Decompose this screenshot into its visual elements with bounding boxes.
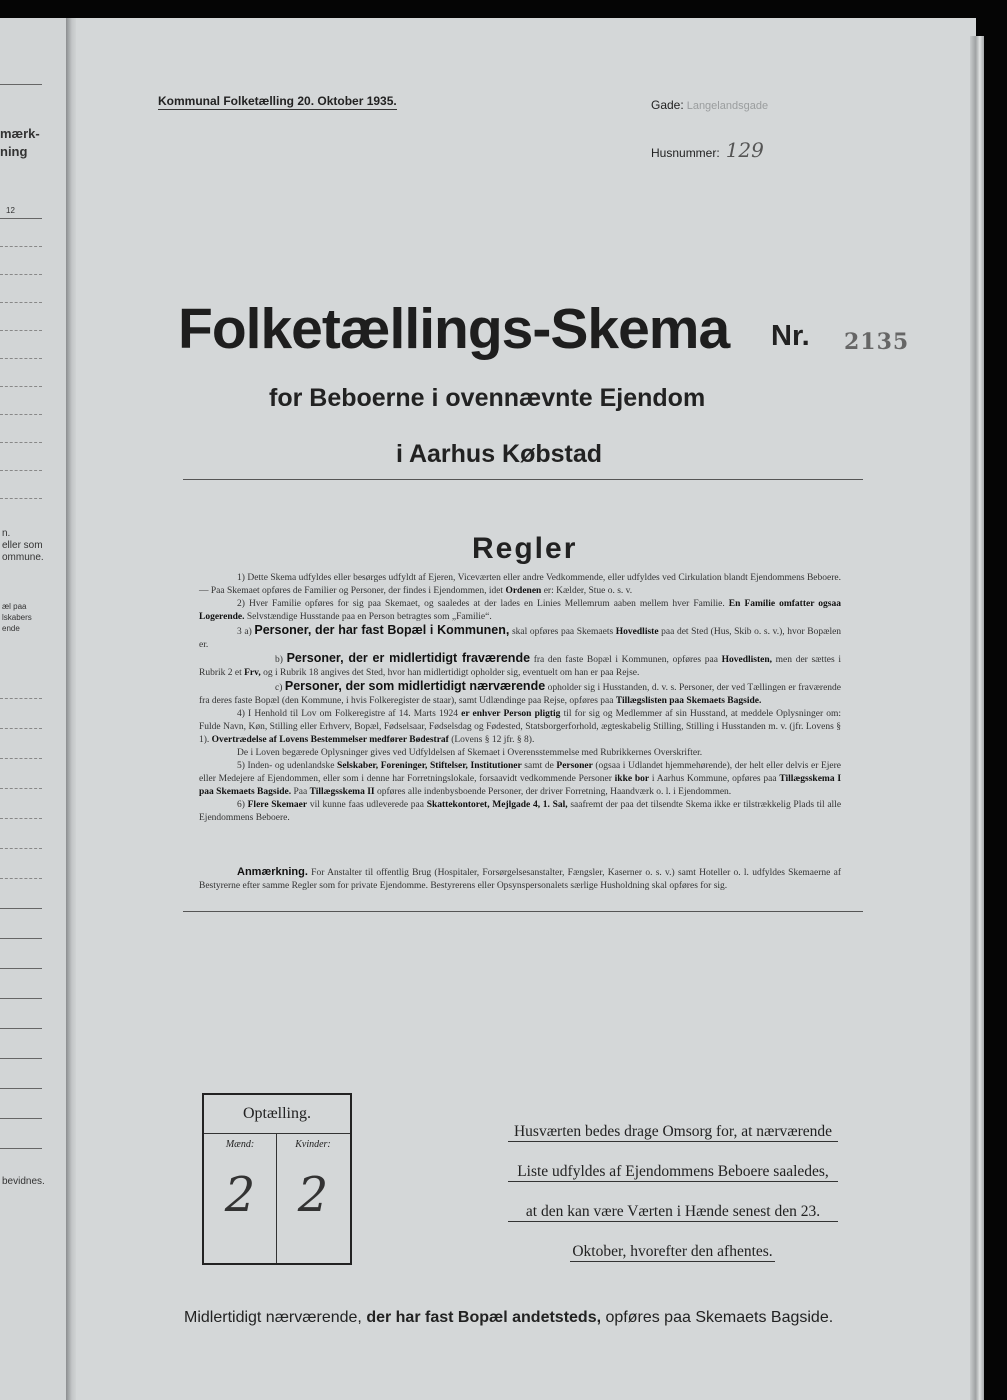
footer-note <box>184 1309 833 1327</box>
footer-part: Midlertidigt nærværende, <box>184 1309 362 1326</box>
kvinder-count: 2 <box>297 1167 329 1223</box>
divider-bottom <box>183 911 863 912</box>
note-line: Oktober, hvorefter den afhentes. <box>570 1243 775 1262</box>
form-number: 2135 <box>844 329 910 355</box>
left-page-label: ning <box>0 144 28 159</box>
regler-heading: Regler <box>472 532 578 565</box>
left-page-label: mærk- <box>0 126 40 141</box>
form-subtitle-2: i Aarhus Købstad <box>396 440 603 468</box>
husnummer-label: Husnummer: <box>651 146 720 160</box>
optaelling-box <box>202 1093 352 1265</box>
maend-cell <box>204 1133 277 1263</box>
rule-3c: c) Personer, der som midlertidigt nærværende opholder sig i Husstanden, d. v. s. Personer, der ved Tællingen er fraværende fra deres faste Bopæl (den Kommune, i hvis Folkeregister de staar), samt Udlændinge paa Rejse, opføres paa Tillægslisten paa Skemaets Bagside. <box>199 679 842 706</box>
rule-1: 1) Dette Skema udfyldes eller besørges udfyldt af Ejeren, Viceværten eller andre Vedkommende, eller udfyldes ved Cirkulation blandt Ejendommens Beboere. — Paa Skemaet opføres de Familier og Personer, der findes i Ejendommen, idet Ordenen er: Kælder, Stue o. s. v. <box>199 573 841 596</box>
census-header: Kommunal Folketælling 20. Oktober 1935. <box>158 94 397 108</box>
left-page-label: eller som <box>2 540 43 551</box>
husnummer-value: 129 <box>725 138 764 162</box>
footer-part: opføres paa Skemaets Bagside. <box>605 1309 834 1326</box>
anmaerkning-text: For Anstalter til offentlig Brug (Hospitaler, Forsørgelsesanstalter, Fængsler, Kaserner o. s. v.) samt Hoteller o. l. udfyldes Skemaerne af Bestyrerne efter samme Regler som for private Ejendomme. Bestyrerens eller Opsynspersonalets særlige Husholdning skal opføres for sig. <box>199 868 842 891</box>
anmaerkning <box>199 866 841 893</box>
gade-value: Langelandsgade <box>686 100 769 112</box>
form-subtitle-1: for Beboerne i ovennævnte Ejendom <box>269 384 706 412</box>
rule-2: 2) Hver Familie opføres for sig paa Skemaet, og saaledes at der lades en Linies Mellemrum aaben mellem hver Familie. En Familie omfatter ogsaa Logerende. Selvstændige Husstande paa en Person betragtes som „Familie“. <box>199 599 841 622</box>
rule-3b: b) Personer, der er midlertidigt fraværende fra den faste Bopæl i Kommunen, opføres paa Hovedlisten, men der sættes i Rubrik 2 et Frv, og i Rubrik 18 angives det Sted, hvor han midlertidigt opholder sig, eventuelt om han er paa Rejse. <box>199 651 842 678</box>
rule-4: 4) I Henhold til Lov om Folkeregistre af 14. Marts 1924 er enhver Person pligtig til for sig og Medlemmer af sin Husstand, at meddele Oplysninger om: Fulde Navn, Køn, Stilling eller Erhverv, Bopæl, Fødselsaar, Fødselsdag og Fødested, Statsborgerforhold, ægteskabelig Stilling, Stilling i Husstanden m. v. (jfr. Lovens § 1). Overtrædelse af Lovens Bestemmelser medfører Bødestraf (Lovens § 12 jfr. § 8). <box>199 709 842 745</box>
census-form-page <box>76 18 976 1400</box>
rules-text <box>199 572 841 825</box>
kvinder-label: Kvinder: <box>295 1139 331 1150</box>
left-page-fragment <box>0 18 66 1400</box>
rule-5: 5) Inden- og udenlandske Selskaber, Foreninger, Stiftelser, Institutioner samt de Personer (ogsaa i Udlandet hjemmehørende), der helt eller delvis er Ejere eller Medejere af Ejendommen, eller som i denne har Forretningslokale, forsaavidt vedkommende Personer ikke bor i Aarhus Kommune, opføres paa Tillægsskema I paa Skemaets Bagside. Paa Tillægsskema II opføres alle indenbysboende Personer, der driver Forretning, Haandværk o. l. i Ejendommen. <box>199 761 842 797</box>
form-title: Folketællings-Skema <box>178 297 730 361</box>
left-page-label: ommune. <box>2 552 44 563</box>
left-page-label: 12 <box>6 206 15 215</box>
rule-6: 6) Flere Skemaer vil kunne faas udleverede paa Skattekontoret, Mejlgade 4, 1. Sal, saafremt der paa det tilsendte Skema ikke er tilstrækkelig Plads til alle Ejendommens Beboere. <box>199 800 842 823</box>
left-page-label: n. <box>2 528 11 539</box>
gade-label: Gade: <box>651 98 684 112</box>
kvinder-cell <box>277 1133 349 1263</box>
left-page-label: ende <box>2 624 20 633</box>
rule-4-note: De i Loven begærede Oplysninger gives ved Udfyldelsen af Skemaet i Overensstemmelse med Rubrikkernes Overskrifter. <box>237 748 703 758</box>
gade-line <box>651 98 768 112</box>
book-gutter <box>66 18 76 1400</box>
husnummer-line <box>651 138 764 162</box>
footer-part-bold: der har fast Bopæl andetsteds, <box>366 1309 602 1326</box>
maend-count: 2 <box>224 1167 256 1223</box>
maend-label: Mænd: <box>225 1139 255 1150</box>
page-stack-edge <box>970 36 984 1400</box>
note-line: Liste udfyldes af Ejendommens Beboere saaledes, <box>508 1163 838 1182</box>
landlord-note <box>508 1116 842 1276</box>
note-line: Husværten bedes drage Omsorg for, at nærværende <box>508 1123 838 1142</box>
anmaerkning-label: Anmærkning. <box>237 866 308 878</box>
rule-3a: 3 a) Personer, der har fast Bopæl i Kommunen, skal opføres paa Skemaets Hovedliste paa det Sted (Hus, Skib o. s. v.), hvor Bopælen er. <box>199 623 842 650</box>
left-page-label: bevidnes. <box>2 1176 45 1187</box>
left-page-label: æl paa <box>2 602 27 611</box>
form-nr-label: Nr. <box>771 320 810 352</box>
optaelling-title: Optælling. <box>204 1095 350 1134</box>
divider-top <box>183 479 863 480</box>
note-line: at den kan være Værten i Hænde senest den 23. <box>508 1203 838 1222</box>
left-page-label: lskabers <box>2 613 32 622</box>
